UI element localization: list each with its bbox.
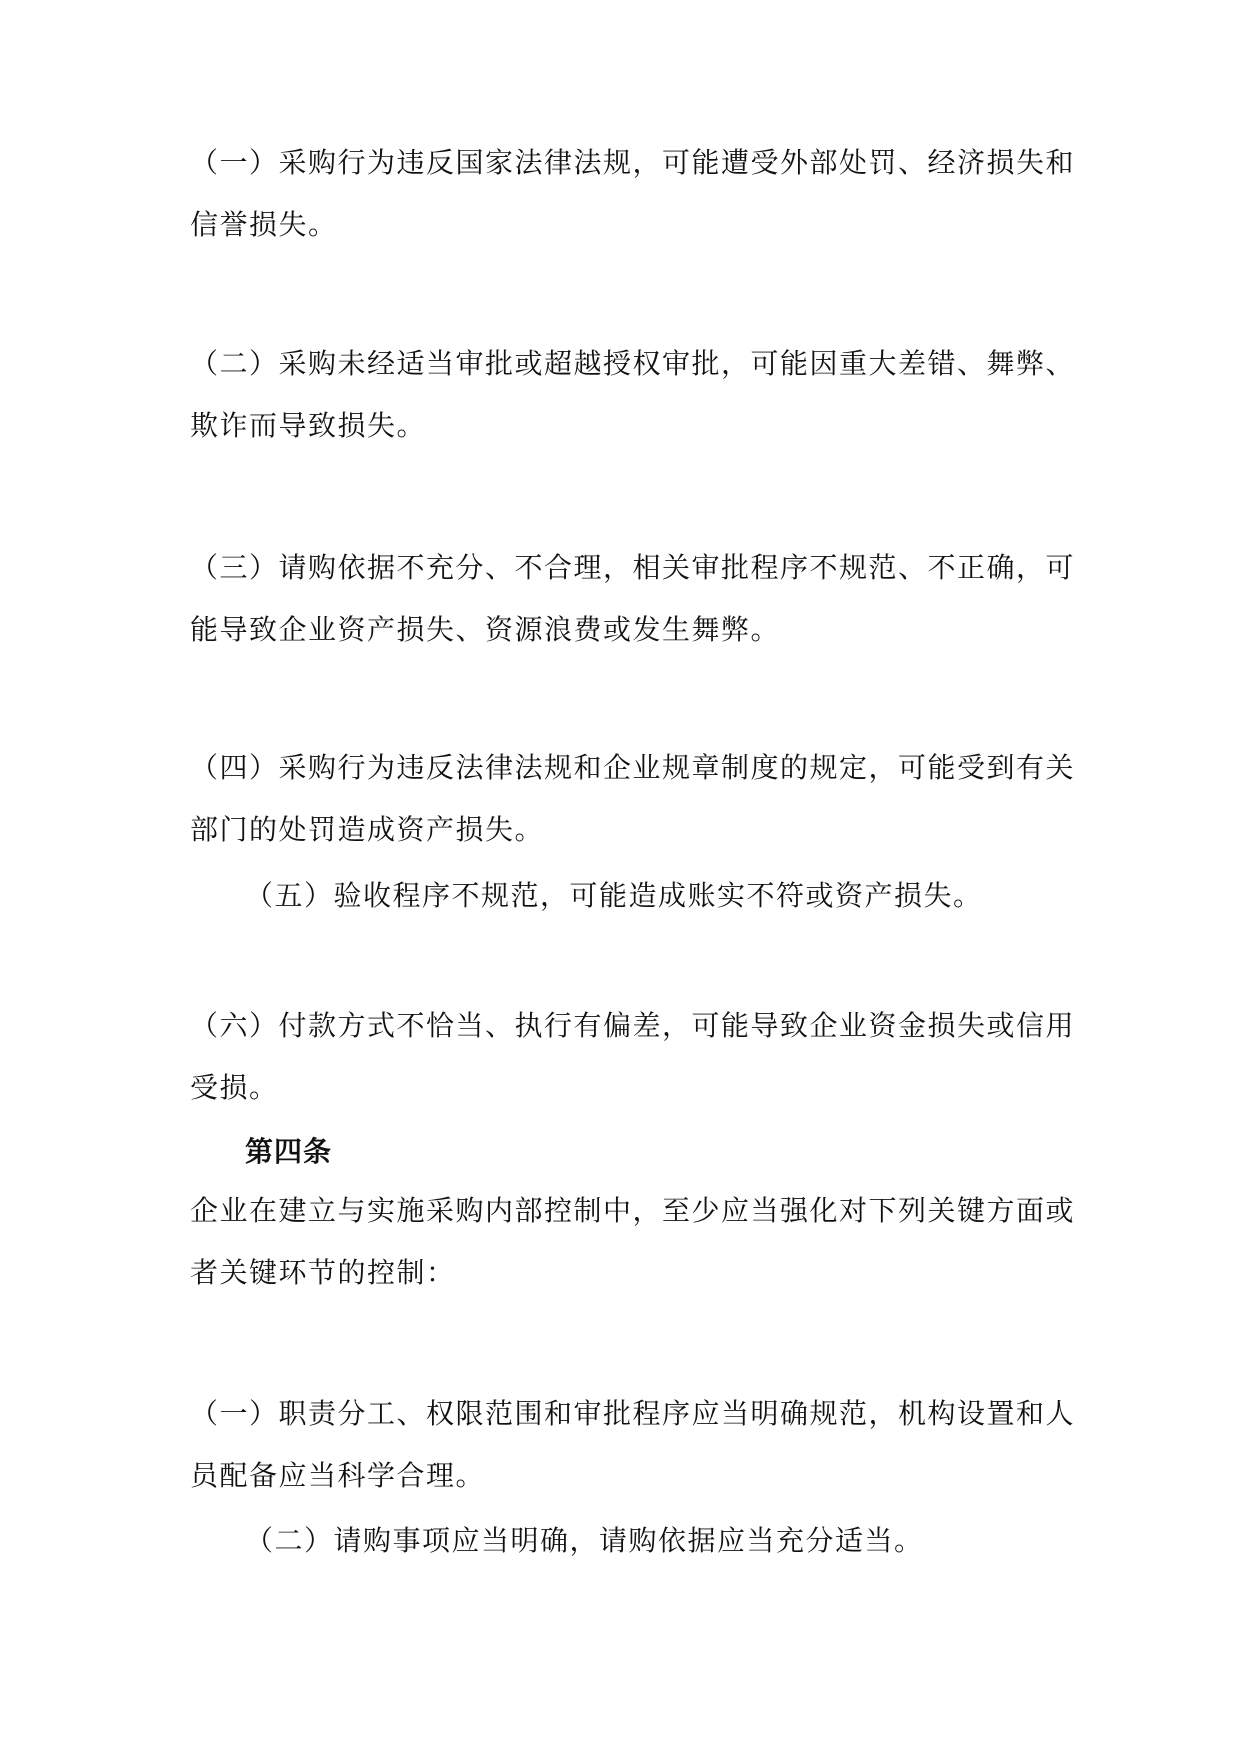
paragraph-5: [245, 865, 1075, 927]
paragraph-line: （六）付款方式不恰当、执行有偏差，可能导致企业资金损失或信用: [190, 1009, 1076, 1042]
paragraph-7: [190, 1180, 1076, 1304]
paragraph-line: 信誉损失。: [190, 208, 338, 241]
paragraph-line: （一）职责分工、权限范围和审批程序应当明确规范，机构设置和人: [190, 1397, 1076, 1430]
paragraph-line: 部门的处罚造成资产损失。: [190, 813, 545, 846]
paragraph-line: （四）采购行为违反法律法规和企业规章制度的规定，可能受到有关: [190, 751, 1076, 784]
paragraph-line: （二）请购事项应当明确，请购依据应当充分适当。: [245, 1524, 924, 1557]
paragraph-1: [190, 132, 1076, 256]
paragraph-4: [190, 737, 1076, 861]
paragraph-line: 员配备应当科学合理。: [190, 1459, 486, 1492]
paragraph-line: 受损。: [190, 1071, 279, 1104]
paragraph-8: [190, 1383, 1076, 1507]
paragraph-line: 企业在建立与实施采购内部控制中，至少应当强化对下列关键方面或: [190, 1194, 1076, 1227]
paragraph-line: （一）采购行为违反国家法律法规，可能遭受外部处罚、经济损失和: [190, 146, 1076, 179]
paragraph-3: [190, 537, 1076, 661]
paragraph-line: 欺诈而导致损失。: [190, 409, 427, 442]
paragraph-line: （五）验收程序不规范，可能造成账实不符或资产损失。: [245, 879, 983, 912]
paragraph-9: [245, 1510, 1075, 1572]
paragraph-2: [190, 333, 1076, 457]
paragraph-line: 者关键环节的控制：: [190, 1256, 456, 1289]
paragraph-line: 能导致企业资产损失、资源浪费或发生舞弊。: [190, 613, 781, 646]
article-heading: 第四条: [245, 1135, 333, 1168]
paragraph-6: [190, 995, 1076, 1119]
paragraph-line: （二）采购未经适当审批或超越授权审批，可能因重大差错、舞弊、: [190, 347, 1076, 380]
paragraph-line: （三）请购依据不充分、不合理，相关审批程序不规范、不正确，可: [190, 551, 1076, 584]
